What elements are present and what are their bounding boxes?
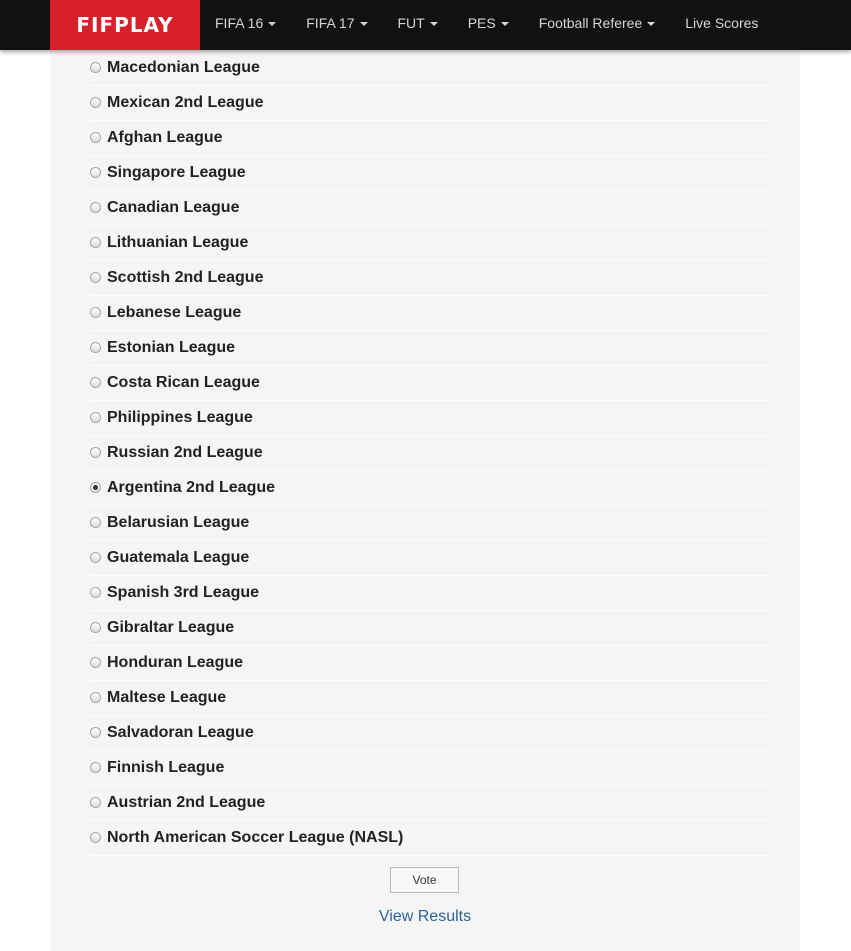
radio-button[interactable] bbox=[90, 272, 101, 283]
poll-option[interactable] bbox=[90, 331, 768, 366]
radio-button[interactable] bbox=[90, 517, 101, 528]
poll-option[interactable] bbox=[90, 611, 768, 646]
poll-option-label[interactable]: Russian 2nd League bbox=[107, 444, 263, 461]
poll-option[interactable] bbox=[90, 751, 768, 786]
radio-button[interactable] bbox=[90, 447, 101, 458]
poll-option-label[interactable]: Spanish 3rd League bbox=[107, 584, 260, 601]
poll-option[interactable] bbox=[90, 366, 768, 401]
poll-option-label[interactable]: Mexican 2nd League bbox=[107, 94, 264, 111]
poll-option-label[interactable]: Macedonian League bbox=[107, 59, 260, 76]
nav-label: FIFA 17 bbox=[306, 15, 355, 31]
poll-option[interactable] bbox=[90, 576, 768, 611]
poll-option[interactable] bbox=[90, 471, 768, 506]
nav-label: PES bbox=[467, 15, 496, 31]
radio-button[interactable] bbox=[90, 832, 101, 843]
poll-option[interactable] bbox=[90, 191, 768, 226]
radio-button[interactable] bbox=[90, 797, 101, 808]
caret-down-icon bbox=[501, 22, 509, 26]
view-results-link[interactable]: View Results bbox=[378, 908, 472, 925]
caret-down-icon bbox=[647, 22, 655, 26]
poll-option-label[interactable]: Argentina 2nd League bbox=[107, 479, 276, 496]
poll-option[interactable] bbox=[90, 156, 768, 191]
poll-option-label[interactable]: Gibraltar League bbox=[107, 619, 235, 636]
radio-button[interactable] bbox=[90, 307, 101, 318]
radio-button[interactable] bbox=[90, 692, 101, 703]
poll-options-list bbox=[90, 50, 768, 856]
poll-option-label[interactable]: Honduran League bbox=[107, 654, 244, 671]
nav-fut[interactable] bbox=[383, 0, 453, 50]
poll-option-label[interactable]: Estonian League bbox=[107, 339, 236, 356]
poll-panel bbox=[50, 50, 800, 951]
poll-option[interactable] bbox=[90, 821, 768, 856]
site-logo[interactable]: FIFPLAY bbox=[50, 0, 200, 50]
radio-button[interactable] bbox=[90, 132, 101, 143]
poll-option-label[interactable]: Lithuanian League bbox=[107, 234, 249, 251]
poll-option-label[interactable]: Belarusian League bbox=[107, 514, 250, 531]
radio-button[interactable] bbox=[90, 412, 101, 423]
poll-option[interactable] bbox=[90, 296, 768, 331]
nav-label: FIFA 16 bbox=[215, 15, 264, 31]
radio-button[interactable] bbox=[90, 97, 101, 108]
poll-option-label[interactable]: Afghan League bbox=[107, 129, 223, 146]
caret-down-icon bbox=[268, 22, 276, 26]
poll-option[interactable] bbox=[90, 716, 768, 751]
poll-option-label[interactable]: Maltese League bbox=[107, 689, 227, 706]
radio-button[interactable] bbox=[90, 167, 101, 178]
top-navbar bbox=[0, 0, 851, 50]
poll-option[interactable] bbox=[90, 541, 768, 576]
nav-fifa16[interactable] bbox=[200, 0, 291, 50]
poll-option-label[interactable]: North American Soccer League (NASL) bbox=[107, 829, 404, 846]
radio-button[interactable] bbox=[90, 727, 101, 738]
radio-button[interactable] bbox=[90, 237, 101, 248]
poll-option[interactable] bbox=[90, 681, 768, 716]
poll-option-label[interactable]: Austrian 2nd League bbox=[107, 794, 266, 811]
nav-fifa17[interactable] bbox=[291, 0, 382, 50]
poll-option-label[interactable]: Philippines League bbox=[107, 409, 253, 426]
main-nav bbox=[200, 0, 773, 50]
poll-option-label[interactable]: Finnish League bbox=[107, 759, 225, 776]
nav-label: Football Referee bbox=[538, 15, 643, 31]
poll-option-label[interactable]: Guatemala League bbox=[107, 549, 250, 566]
poll-option-label[interactable]: Singapore League bbox=[107, 164, 246, 181]
poll-option[interactable] bbox=[90, 506, 768, 541]
radio-button[interactable] bbox=[90, 377, 101, 388]
poll-option[interactable] bbox=[90, 121, 768, 156]
caret-down-icon bbox=[430, 22, 438, 26]
poll-option[interactable] bbox=[90, 86, 768, 121]
poll-option-label[interactable]: Canadian League bbox=[107, 199, 240, 216]
radio-button[interactable] bbox=[90, 587, 101, 598]
poll-option[interactable] bbox=[90, 436, 768, 471]
poll-option[interactable] bbox=[90, 646, 768, 681]
radio-button[interactable] bbox=[90, 762, 101, 773]
radio-button[interactable] bbox=[90, 657, 101, 668]
poll-option[interactable] bbox=[90, 401, 768, 436]
nav-football-referee[interactable] bbox=[524, 0, 671, 50]
poll-option-label[interactable]: Lebanese League bbox=[107, 304, 242, 321]
radio-button[interactable] bbox=[90, 62, 101, 73]
nav-pes[interactable] bbox=[453, 0, 524, 50]
nav-label: FUT bbox=[397, 15, 425, 31]
nav-live-scores[interactable] bbox=[670, 0, 773, 50]
poll-option[interactable] bbox=[90, 50, 768, 86]
radio-button[interactable] bbox=[90, 202, 101, 213]
caret-down-icon bbox=[360, 22, 368, 26]
poll-option[interactable] bbox=[90, 786, 768, 821]
radio-button[interactable] bbox=[90, 342, 101, 353]
poll-option[interactable] bbox=[90, 261, 768, 296]
poll-option-label[interactable]: Costa Rican League bbox=[107, 374, 260, 391]
poll-option-label[interactable]: Scottish 2nd League bbox=[107, 269, 264, 286]
poll-option[interactable] bbox=[90, 226, 768, 261]
nav-label: Live Scores bbox=[685, 15, 759, 31]
vote-button[interactable]: Vote bbox=[390, 867, 459, 893]
radio-button[interactable] bbox=[90, 622, 101, 633]
poll-option-label[interactable]: Salvadoran League bbox=[107, 724, 254, 741]
radio-button[interactable] bbox=[90, 482, 101, 493]
radio-button[interactable] bbox=[90, 552, 101, 563]
